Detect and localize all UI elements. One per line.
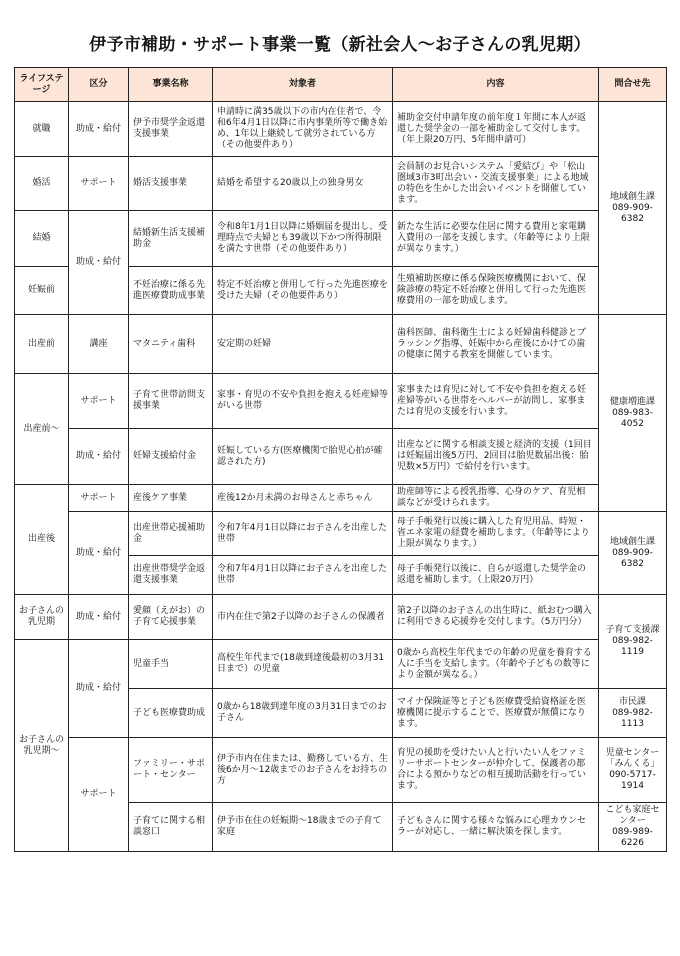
stage-cell: 婚活 [15,157,69,211]
table-row [15,485,667,512]
target-cell: 高校生年代まで(18歳到達後最初の3月31日まで）の児童 [213,640,393,689]
category-cell: 講座 [69,315,129,374]
stage-cell: 妊娠前 [15,267,69,315]
content-cell: 母子手帳発行以後に購入した育児用品、時短・省エネ家電の経費を補助します。（年齢等により上限が異なります。） [393,512,599,556]
target-cell: 特定不妊治療と併用して行った先進医療を受けた夫婦（その他要件あり） [213,267,393,315]
header-name: 事業名称 [129,68,213,102]
content-cell: 育児の援助を受けたい人と行いたい人をファミリーサポートセンターが仲介して、保護者の都合による預かりなどの相互援助活動を行っています。 [393,738,599,803]
program-name: マタニティ歯科 [129,315,213,374]
stage-cell: 就職 [15,102,69,157]
content-cell: 0歳から高校生年代までの年齢の児童を養育する人に手当を支給します。（年齢や子どもの数等により金額が異なる。） [393,640,599,689]
contact-cell: 地域創生課 089-909-6382 [599,512,667,595]
target-cell: 安定期の妊婦 [213,315,393,374]
target-cell: 結婚を希望する20歳以上の独身男女 [213,157,393,211]
content-cell: 補助金交付申請年度の前年度１年間に本人が返還した奨学金の一部を補助金して交付します。（年上限20万円、5年間申請可） [393,102,599,157]
table-row [15,374,667,429]
contact-cell: 地域創生課 089-909-6382 [599,102,667,315]
program-name: 子育て世帯訪問支援事業 [129,374,213,429]
content-cell: 会員制のお見合いシステム「愛結び」や「松山圏域3市3町出会い・交流支援事業」による地域の特色を生かした出会いイベントを開催しています。 [393,157,599,211]
program-table [14,67,667,852]
table-row [15,640,667,689]
table-header [15,68,667,102]
contact-cell: 児童センター「みんくる」 090-5717-1914 [599,738,667,803]
content-cell: 出産などに関する相談支援と経済的支援（1回目は妊娠届出後5万円、2回目は胎児数届出後：胎児数×5万円）で給付を行います。 [393,429,599,485]
stage-cell: 出産前 [15,315,69,374]
target-cell: 令和7年4月1日以降にお子さんを出産した世帯 [213,512,393,556]
category-cell: 助成・給付 [69,102,129,157]
contact-cell: こども家庭センター 089-989-6226 [599,803,667,852]
content-cell: 母子手帳発行以後に、自らが返還した奨学金の返還を補助します。（上限20万円） [393,556,599,595]
program-name: 児童手当 [129,640,213,689]
program-name: 子ども医療費助成 [129,689,213,738]
category-cell: サポート [69,485,129,512]
content-cell: 子どもさんに関する様々な悩みに心理カウンセラーが対応し、一緒に解決策を探します。 [393,803,599,852]
table-row [15,211,667,267]
content-cell: 新たな生活に必要な住居に関する費用と家電購入費用の一部を支援します。（年齢等により上限が異なります。） [393,211,599,267]
target-cell: 伊予市内在住または、勤務している方、生後6か月～12歳までのお子さんをお持ちの方 [213,738,393,803]
content-cell: 家事または育児に対して不安や負担を抱える妊産婦等がいる世帯をヘルパーが訪問し、家事または育児の支援を行います。 [393,374,599,429]
content-cell: 助産師等による授乳指導、心身のケア、育児相談などが受けられます。 [393,485,599,512]
target-cell: 申請時に満35歳以下の市内在住者で、令和6年4月1日以降に市内事業所等で働き始め、1年以上継続して就労されている方（その他要件あり） [213,102,393,157]
table-row [15,512,667,556]
category-cell: 助成・給付 [69,595,129,640]
contact-cell: 市民課 089-982-1113 [599,689,667,738]
program-name: 産後ケア事業 [129,485,213,512]
header-contact: 問合せ先 [599,68,667,102]
content-cell: 第2子以降のお子さんの出生時に、紙おむつ購入に利用できる応援券を交付します。（5万円分） [393,595,599,640]
target-cell: 家事・育児の不安や負担を抱える妊産婦等がいる世帯 [213,374,393,429]
category-cell: 助成・給付 [69,512,129,595]
program-name: 子育てに関する相談窓口 [129,803,213,852]
program-name: 出産世帯応援補助金 [129,512,213,556]
header-stage: ライフステージ [15,68,69,102]
content-cell: マイナ保険証等と子ども医療費受給資格証を医療機関に提示することで、医療費が無償になります。 [393,689,599,738]
target-cell: 産後12か月未満のお母さんと赤ちゃん [213,485,393,512]
table-row [15,315,667,374]
target-cell: 0歳から18歳到達年度の3月31日までのお子さん [213,689,393,738]
contact-cell: 子育て支援課 089-982-1119 [599,595,667,689]
target-cell: 市内在住で第2子以降のお子さんの保護者 [213,595,393,640]
category-cell: 助成・給付 [69,640,129,738]
category-cell: サポート [69,157,129,211]
stage-cell: 結婚 [15,211,69,267]
stage-cell: お子さんの乳児期～ [15,640,69,852]
content-cell: 歯科医師、歯科衛生士による妊婦歯科健診とブラッシング指導、妊娠中から産後にかけての歯の健康に関する教室を開催しています。 [393,315,599,374]
target-cell: 令和7年4月1日以降にお子さんを出産した世帯 [213,556,393,595]
program-name: 婚活支援事業 [129,157,213,211]
program-name: 愛顔（えがお）の子育て応援事業 [129,595,213,640]
program-name: 妊婦支援給付金 [129,429,213,485]
category-cell: サポート [69,738,129,852]
page-title: 伊予市補助・サポート事業一覧（新社会人～お子さんの乳児期） [89,35,591,55]
program-name: 結婚新生活支援補助金 [129,211,213,267]
stage-cell: 出産前～ [15,374,69,485]
category-cell: サポート [69,374,129,429]
program-name: 出産世帯奨学金返還支援事業 [129,556,213,595]
stage-cell: お子さんの乳児期 [15,595,69,640]
header-target: 対象者 [213,68,393,102]
table-row [15,429,667,485]
table-row [15,102,667,157]
table-row [15,595,667,640]
program-name: 伊予市奨学金返還支援事業 [129,102,213,157]
program-name: 不妊治療に係る先進医療費助成事業 [129,267,213,315]
table-row [15,157,667,211]
stage-cell: 出産後 [15,485,69,595]
header-category: 区分 [69,68,129,102]
contact-cell: 健康増進課 089-983-4052 [599,315,667,512]
target-cell: 令和8年1月1日以降に婚姻届を提出し、受理時点で夫婦とも39歳以下かつ所得制限を満たす世帯（その他要件あり） [213,211,393,267]
target-cell: 妊娠している方(医療機関で胎児心拍が確認された方) [213,429,393,485]
header-content: 内容 [393,68,599,102]
category-cell: 助成・給付 [69,211,129,315]
program-name: ファミリー・サポート・センター [129,738,213,803]
category-cell: 助成・給付 [69,429,129,485]
target-cell: 伊予市在住の妊娠期～18歳までの子育て家庭 [213,803,393,852]
content-cell: 生殖補助医療に係る保険医療機関において、保険診療の特定不妊治療と併用して行った先進医療費用の一部を助成します。 [393,267,599,315]
table-row [15,738,667,803]
